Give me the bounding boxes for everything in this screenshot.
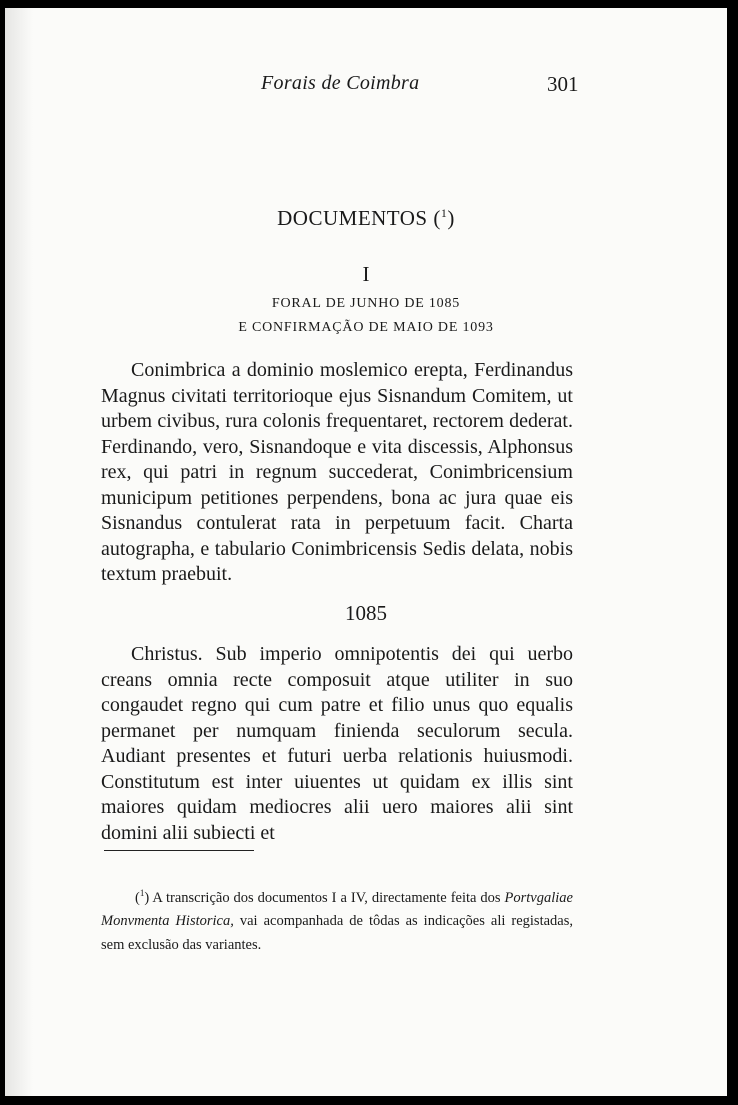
footnote: ($^1$) A transcrição dos documentos I a IV, directamente feita dos Portvgaliae Monvmenta Historica, vai acompanhada de tôdas as indicações ali registadas, sem exclusão das variantes. — [101, 888, 573, 953]
footnote-reference: 1 — [440, 206, 448, 220]
document-subtitle-line1: FORAL DE JUNHO DE 1085 — [271, 296, 461, 311]
scan-shadow — [5, 8, 33, 1096]
book-page — [5, 8, 727, 1096]
footnote-rule — [104, 850, 254, 851]
charter-year: 1085 — [345, 601, 387, 625]
footnote-source-title: Portvgaliae Monvmenta Historica, — [101, 889, 573, 930]
footnote-text-before: ) A transcrição dos documentos I a IV, directamente feita dos — [144, 889, 505, 906]
document-subtitle-line2: E CONFIRMAÇÃO DE MAIO DE 1093 — [238, 320, 494, 335]
footnote-mark: 1 — [139, 888, 145, 898]
section-title-close: ) — [447, 206, 455, 230]
running-head — [5, 72, 727, 102]
charter-paragraph: Christus. Sub imperio omnipotentis dei qui uerbo creans omnia recte composuit atque utiliter in suo congaudet regno qui cum patre et filio unus quo equalis permanet per numquam finienda seculorum secula. Audiant presentes et futuri uerba relationis huiusmodi. Constitutum est inter uiuentes ut quidam ex illis sint maiores quidam mediocres alii uero maiores alii sint domini alii subiecti et — [101, 643, 573, 844]
running-title: Forais de Coimbra — [261, 72, 420, 94]
section-title-text: DOCUMENTOS ( — [277, 206, 441, 230]
intro-paragraph: Conimbrica a dominio moslemico erepta, Ferdinandus Magnus civitati territorioque ejus Sisnandum Comitem, ut urbem civibus, rura colonis frequentaret, rectorem dederat. Ferdinando, vero, Sisnandoque e vita discessis, Alphonsus rex, qui patri in regnum succederat, Conimbricensium municipum petitiones perpendens, bona ac jura quae eis Sisnandus contulerat rata in perpetuum facit. Charta autographa, e tabulario Conimbricensis Sedis delata, nobis textum praebuit. — [101, 359, 573, 585]
document-number: I — [362, 262, 370, 286]
section-title — [5, 206, 727, 231]
footnote-text-after: vai acompanhada de tôdas as indicações ali registadas, sem exclusão das variantes. — [101, 913, 573, 953]
page-number: 301 — [547, 72, 579, 96]
